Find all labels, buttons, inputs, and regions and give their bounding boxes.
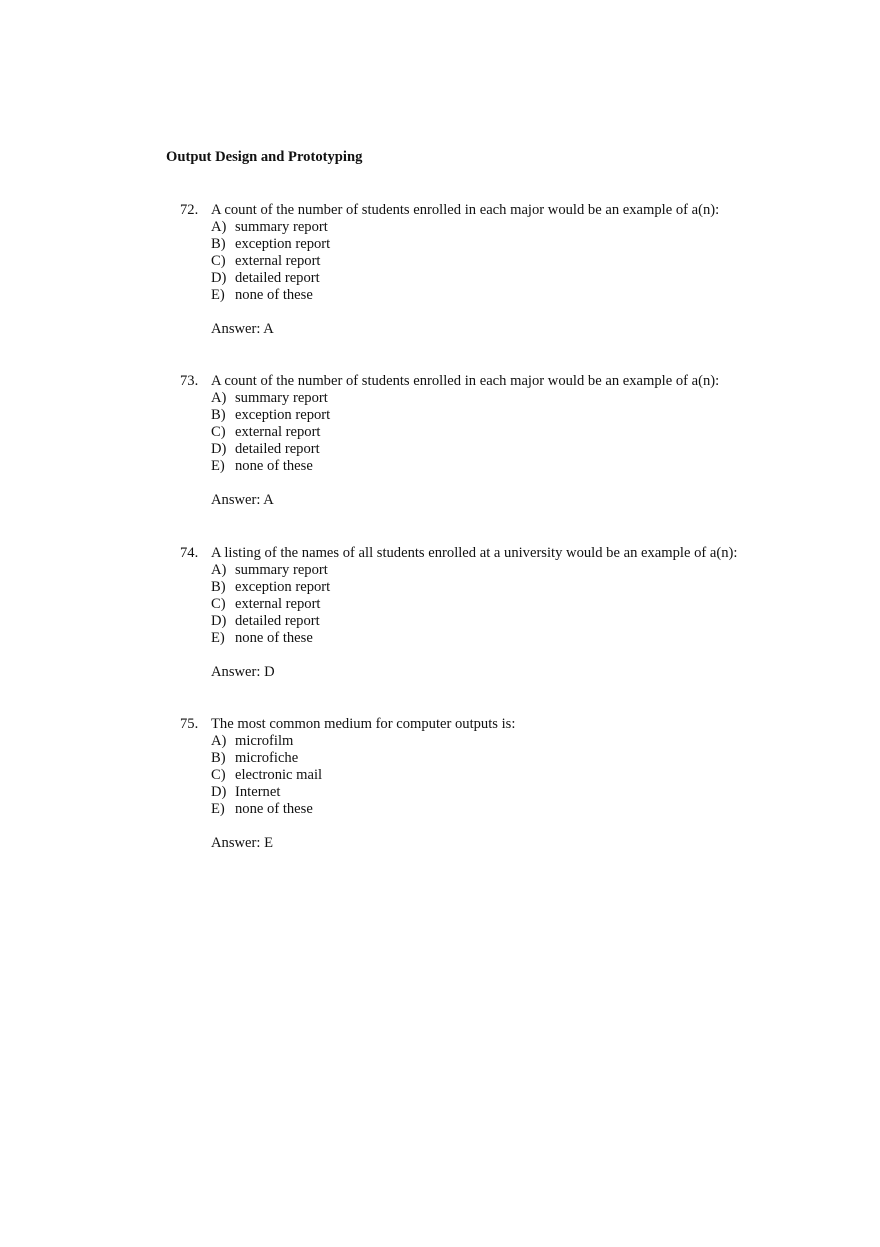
answer-options [211, 733, 740, 818]
question-73 [180, 373, 740, 509]
question-72 [180, 202, 740, 338]
option-text: exception report [235, 407, 331, 423]
option-e [211, 458, 740, 475]
option-c [211, 767, 740, 784]
option-letter: E) [211, 458, 225, 474]
option-b [211, 579, 740, 596]
option-a [211, 562, 740, 579]
option-d [211, 270, 740, 287]
option-letter: D) [211, 270, 227, 286]
question-body [211, 202, 740, 338]
option-b [211, 750, 740, 767]
option-text: external report [235, 424, 321, 440]
option-text: detailed report [235, 270, 320, 286]
option-letter: B) [211, 236, 226, 252]
option-letter: E) [211, 801, 225, 817]
option-letter: C) [211, 767, 226, 783]
option-e [211, 801, 740, 818]
answer-key: Answer: D [211, 664, 275, 680]
option-d [211, 784, 740, 801]
option-a [211, 219, 740, 236]
option-text: summary report [235, 219, 328, 235]
question-body [211, 716, 740, 852]
option-text: none of these [235, 287, 313, 303]
answer-key: Answer: A [211, 321, 274, 337]
option-text: none of these [235, 801, 313, 817]
option-letter: D) [211, 784, 227, 800]
option-letter: B) [211, 750, 226, 766]
option-d [211, 441, 740, 458]
option-text: summary report [235, 390, 328, 406]
question-number: 75. [180, 716, 199, 732]
option-letter: B) [211, 407, 226, 423]
option-text: summary report [235, 562, 328, 578]
option-a [211, 733, 740, 750]
option-text: microfilm [235, 733, 294, 749]
option-e [211, 630, 740, 647]
option-letter: A) [211, 219, 227, 235]
option-letter: A) [211, 733, 227, 749]
answer-options [211, 562, 740, 647]
answer-key: Answer: A [211, 492, 274, 508]
option-text: Internet [235, 784, 281, 800]
option-c [211, 253, 740, 270]
question-number: 72. [180, 202, 199, 218]
option-text: none of these [235, 458, 313, 474]
option-text: exception report [235, 236, 331, 252]
section-title: Output Design and Prototyping [166, 149, 363, 165]
option-letter: A) [211, 390, 227, 406]
option-text: detailed report [235, 613, 320, 629]
option-letter: D) [211, 441, 227, 457]
question-75 [180, 716, 740, 852]
option-e [211, 287, 740, 304]
option-letter: D) [211, 613, 227, 629]
option-text: external report [235, 596, 321, 612]
option-text: detailed report [235, 441, 320, 457]
question-number: 73. [180, 373, 199, 389]
option-text: microfiche [235, 750, 299, 766]
option-c [211, 424, 740, 441]
option-b [211, 236, 740, 253]
answer-key: Answer: E [211, 835, 274, 851]
option-letter: B) [211, 579, 226, 595]
option-a [211, 390, 740, 407]
question-body [211, 545, 740, 681]
answer-options [211, 219, 740, 304]
option-text: exception report [235, 579, 331, 595]
option-text: external report [235, 253, 321, 269]
question-number: 74. [180, 545, 199, 561]
option-letter: A) [211, 562, 227, 578]
option-c [211, 596, 740, 613]
question-text: A count of the number of students enrolled in each major would be an example of a(n): [211, 202, 720, 218]
option-letter: C) [211, 424, 226, 440]
option-letter: E) [211, 287, 225, 303]
option-letter: C) [211, 596, 226, 612]
option-text: electronic mail [235, 767, 323, 783]
option-b [211, 407, 740, 424]
question-body [211, 373, 740, 509]
option-letter: E) [211, 630, 225, 646]
question-text: A listing of the names of all students enrolled at a university would be an example of a(n): [211, 545, 738, 561]
question-text: The most common medium for computer outputs is: [211, 716, 516, 732]
answer-options [211, 390, 740, 475]
question-74 [180, 545, 740, 681]
option-letter: C) [211, 253, 226, 269]
question-text: A count of the number of students enrolled in each major would be an example of a(n): [211, 373, 720, 389]
option-text: none of these [235, 630, 313, 646]
option-d [211, 613, 740, 630]
